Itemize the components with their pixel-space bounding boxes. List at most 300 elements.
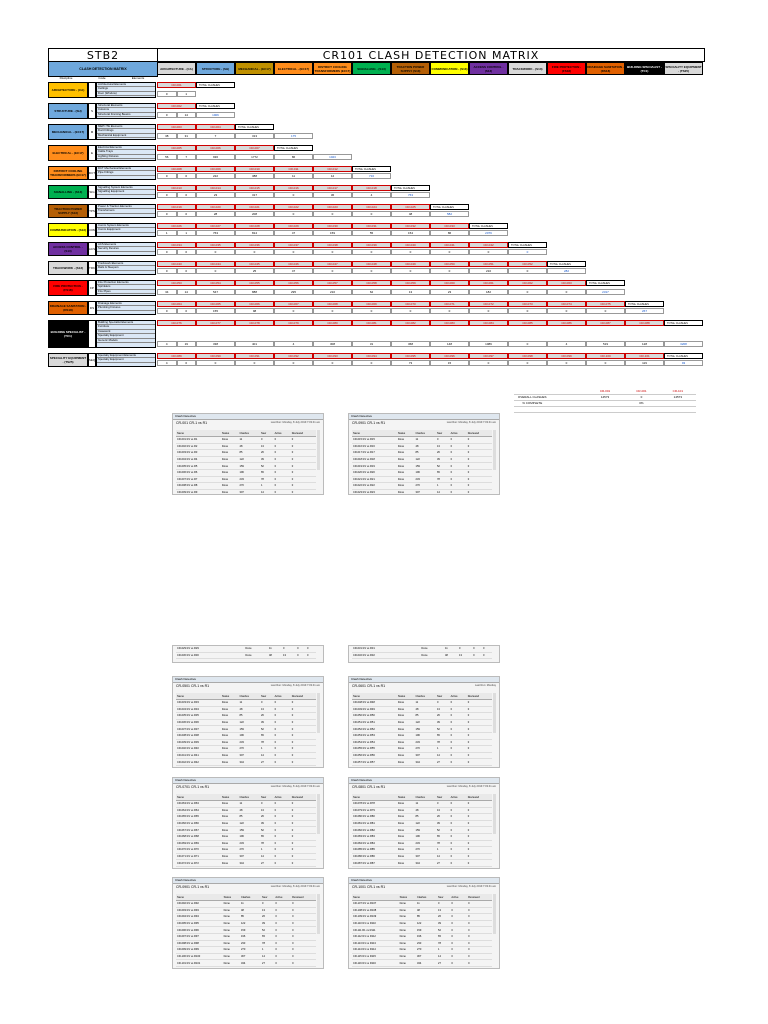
clash-code-cell[interactable]: CR-070 [391, 301, 430, 307]
table-header[interactable]: Clashes [239, 794, 260, 801]
clash-code-cell[interactable]: CR-072 [469, 301, 508, 307]
clash-count-cell: 34 [157, 289, 177, 295]
table-cell: Done [397, 814, 415, 821]
table-row[interactable] [352, 953, 492, 960]
clash-code-cell[interactable]: CR-097 [469, 353, 508, 359]
clash-count-cell: 19 [177, 341, 197, 347]
table-header[interactable]: Status [397, 430, 415, 437]
clash-code-cell[interactable]: CR-028 [235, 223, 274, 229]
scrollbar[interactable] [317, 794, 320, 834]
total-cell: 175 [274, 133, 313, 139]
table-cell [436, 866, 450, 869]
table-header[interactable]: Clashes [240, 894, 261, 901]
clash-code-cell[interactable]: CR-013 [157, 185, 196, 191]
clash-code-cell[interactable]: CR-027 [196, 223, 235, 229]
clash-code-cell[interactable]: CR-095 [391, 353, 430, 359]
clash-code-cell[interactable]: CR-086 [547, 320, 586, 326]
table-header[interactable]: Active [274, 794, 291, 801]
table-row[interactable] [352, 726, 492, 733]
clash-code-cell[interactable]: CR-065 [196, 301, 235, 307]
clash-code-cell[interactable]: CR-043 [157, 261, 196, 267]
table-row[interactable] [352, 820, 492, 827]
table-header[interactable]: Name [176, 693, 221, 700]
clash-detective-screenshot [172, 676, 324, 768]
table-row[interactable] [352, 847, 492, 854]
clash-results-table [352, 646, 492, 659]
clash-code-cell[interactable]: CR-081 [352, 320, 391, 326]
table-cell: 233 [416, 940, 437, 947]
table-header[interactable]: Reviewed [291, 794, 316, 801]
clash-count-cell: 31 [352, 341, 391, 347]
clash-code-cell[interactable]: CR-001 [157, 82, 196, 88]
clash-code-cell[interactable]: CR-017 [313, 185, 352, 191]
clash-code-cell[interactable]: CR-083 [430, 320, 469, 326]
table-row[interactable] [176, 732, 316, 739]
element-item: ACS Elements [97, 243, 155, 247]
row-discipline: MECHANICAL - (EC17) [48, 124, 88, 140]
clash-code-cell[interactable]: CR-018 [352, 185, 391, 191]
table-row[interactable] [176, 801, 316, 808]
clash-code-cell[interactable]: CR-071 [430, 301, 469, 307]
table-cell: 48 [416, 907, 437, 914]
table-header[interactable]: New [261, 894, 274, 901]
table-row[interactable] [176, 966, 316, 969]
clash-code-cell[interactable]: CR-080 [313, 320, 352, 326]
clash-code-cell[interactable]: CR-092 [274, 353, 313, 359]
test-title-row [349, 884, 499, 894]
table-header[interactable]: Clashes [415, 693, 436, 700]
clash-results-table [352, 794, 492, 869]
clash-code-cell[interactable]: CR-054 [196, 280, 235, 286]
scrollbar[interactable] [317, 430, 320, 470]
table-cell: 39 [261, 920, 274, 927]
table-row[interactable] [352, 463, 492, 470]
clash-code-cell[interactable]: CR-047 [313, 261, 352, 267]
table-header[interactable]: Reviewed [467, 430, 492, 437]
clash-code-cell[interactable]: CR-100 [586, 353, 625, 359]
table-row[interactable] [176, 700, 316, 707]
clash-code-cell[interactable]: CR-022 [274, 204, 313, 210]
clash-code-cell[interactable]: CR-005 [157, 145, 196, 151]
clash-code-cell[interactable]: CR-039 [352, 242, 391, 248]
table-row[interactable] [352, 489, 492, 495]
table-cell: CR-005 R1 vs R5 [176, 463, 221, 470]
table-row[interactable] [352, 927, 492, 934]
table-header[interactable]: Reviewed [291, 430, 316, 437]
table-row[interactable] [352, 759, 492, 766]
table-row[interactable] [352, 907, 492, 914]
clash-code-cell[interactable]: CR-050 [430, 261, 469, 267]
clash-code-cell[interactable]: CR-082 [391, 320, 430, 326]
table-row[interactable] [176, 739, 316, 746]
clash-code-cell[interactable]: CR-041 [430, 242, 469, 248]
clash-code-cell[interactable]: CR-079 [274, 320, 313, 326]
clash-count-cell: 154 [391, 230, 430, 236]
table-header[interactable]: New [436, 430, 450, 437]
clash-code-cell[interactable]: CR-040 [391, 242, 430, 248]
table-row[interactable] [352, 940, 492, 947]
summary-cell: CR-101 [672, 389, 683, 393]
table-cell: 0 [450, 706, 467, 713]
table-row[interactable] [352, 920, 492, 927]
table-row[interactable] [176, 847, 316, 854]
clash-code-cell[interactable]: CR-019 [157, 204, 196, 210]
table-row[interactable] [176, 437, 316, 444]
table-row[interactable] [352, 960, 492, 967]
table-row[interactable] [176, 927, 316, 934]
table-row[interactable] [352, 652, 492, 659]
table-row[interactable] [176, 765, 316, 768]
clash-code-cell[interactable]: CR-077 [196, 320, 235, 326]
table-row[interactable] [176, 866, 316, 869]
table-row[interactable] [176, 450, 316, 457]
scrollbar[interactable] [493, 693, 496, 733]
table-header[interactable]: Active [450, 430, 467, 437]
clash-code-cell[interactable]: CR-090 [196, 353, 235, 359]
clash-code-cell[interactable]: CR-057 [313, 280, 352, 286]
table-row[interactable] [176, 901, 316, 908]
table-row[interactable] [352, 732, 492, 739]
table-header[interactable]: New [437, 894, 450, 901]
window-titlebar: Clash Detective [173, 778, 323, 784]
table-row[interactable] [176, 860, 316, 867]
table-row[interactable] [352, 476, 492, 483]
clash-count-cell: 0 [430, 308, 469, 314]
clash-code-cell[interactable]: CR-073 [508, 301, 547, 307]
table-header[interactable]: Clashes [415, 430, 436, 437]
clash-code-cell[interactable]: CR-016 [274, 185, 313, 191]
table-header[interactable]: New [260, 430, 274, 437]
table-cell: CR-015 R1 vs R15 [352, 437, 397, 444]
window-titlebar: Clash Detective [173, 878, 323, 884]
clash-code-cell[interactable]: CR-063 [547, 280, 586, 286]
scrollbar[interactable] [493, 794, 496, 834]
clash-code-cell[interactable]: CR-099 [547, 353, 586, 359]
clash-code-cell[interactable]: CR-096 [430, 353, 469, 359]
table-row[interactable] [176, 920, 316, 927]
element-item: Transformers [97, 209, 155, 213]
table-cell: 52 [260, 726, 274, 733]
table-header[interactable]: Status [397, 693, 415, 700]
table-row[interactable] [176, 759, 316, 766]
table-row[interactable] [352, 966, 492, 969]
table-row[interactable] [176, 469, 316, 476]
table-cell: 159 [416, 927, 437, 934]
scrollbar[interactable] [493, 430, 496, 470]
clash-code-cell[interactable]: CR-062 [508, 280, 547, 286]
table-row[interactable] [176, 652, 316, 659]
clash-code-cell[interactable]: CR-008 [157, 166, 196, 172]
table-row[interactable] [176, 456, 316, 463]
table-header[interactable]: Reviewed [291, 894, 316, 901]
table-header[interactable]: Active [450, 693, 467, 700]
table-row[interactable] [352, 853, 492, 860]
table-row[interactable] [176, 719, 316, 726]
clash-code-cell[interactable]: CR-088 [625, 320, 664, 326]
clash-code-cell[interactable]: CR-024 [352, 204, 391, 210]
clash-code-cell[interactable]: CR-068 [313, 301, 352, 307]
table-cell: 0 [467, 947, 492, 954]
clash-code-cell[interactable]: CR-048 [352, 261, 391, 267]
table-cell: 122 [416, 920, 437, 927]
table-header[interactable]: Clashes [239, 693, 260, 700]
clash-code-cell[interactable]: CR-094 [352, 353, 391, 359]
clash-code-cell[interactable]: CR-032 [391, 223, 430, 229]
table-header[interactable]: New [436, 693, 450, 700]
table-row[interactable] [176, 713, 316, 720]
clash-code-cell[interactable]: CR-034 [157, 242, 196, 248]
table-row[interactable] [352, 456, 492, 463]
clash-code-cell[interactable]: CR-093 [313, 353, 352, 359]
table-row[interactable] [176, 907, 316, 914]
summary-cell [514, 389, 550, 394]
clash-code-cell[interactable]: CR-009 [196, 166, 235, 172]
table-header[interactable]: Name [176, 794, 221, 801]
table-cell: 26 [260, 814, 274, 821]
table-row[interactable] [176, 463, 316, 470]
table-header[interactable]: Reviewed [467, 894, 492, 901]
clash-code-cell[interactable]: CR-002 [157, 103, 196, 109]
table-row[interactable] [352, 765, 492, 768]
table-row[interactable] [176, 726, 316, 733]
table-row[interactable] [352, 739, 492, 746]
table-row[interactable] [352, 814, 492, 821]
table-row[interactable] [352, 866, 492, 869]
clash-code-cell[interactable]: CR-020 [196, 204, 235, 210]
table-header[interactable]: Clashes [239, 430, 260, 437]
table-row[interactable] [176, 814, 316, 821]
clash-code-cell[interactable]: CR-078 [235, 320, 274, 326]
clash-code-cell[interactable]: CR-035 [196, 242, 235, 248]
table-row[interactable] [176, 752, 316, 759]
table-row[interactable] [352, 840, 492, 847]
clash-code-cell[interactable]: CR-030 [313, 223, 352, 229]
table-row[interactable] [352, 469, 492, 476]
table-header[interactable]: Status [223, 894, 240, 901]
table-header[interactable]: Status [221, 430, 239, 437]
table-row[interactable] [352, 450, 492, 457]
table-cell: 0 [467, 489, 492, 495]
table-cell: 52 [437, 927, 450, 934]
clash-code-cell[interactable]: CR-066 [235, 301, 274, 307]
clash-code-cell[interactable]: CR-007 [235, 145, 274, 151]
table-cell: 0 [274, 706, 291, 713]
table-header[interactable]: Status [397, 794, 415, 801]
clash-code-cell[interactable]: CR-036 [235, 242, 274, 248]
table-header[interactable]: Name [352, 430, 397, 437]
clash-code-cell[interactable]: CR-037 [274, 242, 313, 248]
clash-code-cell[interactable]: CR-061 [469, 280, 508, 286]
table-header[interactable]: Name [176, 894, 223, 901]
clash-code-cell[interactable]: CR-052 [508, 261, 547, 267]
table-row[interactable] [176, 746, 316, 753]
clash-code-cell[interactable]: CR-025 [391, 204, 430, 210]
table-row[interactable] [176, 914, 316, 921]
clash-detective-screenshot [172, 877, 324, 969]
table-row[interactable] [176, 820, 316, 827]
table-cell: 52 [436, 463, 450, 470]
clash-code-cell[interactable]: CR-046 [274, 261, 313, 267]
table-row[interactable] [176, 443, 316, 450]
table-header[interactable]: Clashes [415, 794, 436, 801]
clash-code-cell[interactable]: CR-055 [235, 280, 274, 286]
table-row[interactable] [352, 947, 492, 954]
clash-count-cell: 7 [177, 154, 197, 160]
clash-code-cell[interactable]: CR-089 [157, 353, 196, 359]
clash-count-cell: 0 [352, 308, 391, 314]
scrollbar[interactable] [317, 693, 320, 733]
clash-code-cell[interactable]: CR-067 [274, 301, 313, 307]
table-row[interactable] [352, 752, 492, 759]
clash-code-cell[interactable]: CR-056 [274, 280, 313, 286]
table-row[interactable] [352, 807, 492, 814]
clash-code-cell[interactable]: CR-038 [313, 242, 352, 248]
table-row[interactable] [352, 700, 492, 707]
table-header[interactable]: Active [274, 894, 291, 901]
clash-code-cell[interactable]: CR-042 [469, 242, 508, 248]
table-cell: 122 [239, 456, 260, 463]
table-row[interactable] [176, 853, 316, 860]
clash-code-cell[interactable]: CR-098 [508, 353, 547, 359]
clash-code-cell[interactable]: CR-091 [235, 353, 274, 359]
table-header[interactable]: Name [176, 430, 221, 437]
window-titlebar: Clash Detective [349, 778, 499, 784]
clash-code-cell[interactable]: CR-010 [235, 166, 274, 172]
clash-code-cell[interactable]: CR-003 [157, 124, 196, 130]
table-header[interactable]: New [436, 794, 450, 801]
table-row[interactable] [176, 489, 316, 495]
table-cell: CR-116 R1 vs R116 [352, 960, 399, 967]
table-row[interactable] [352, 706, 492, 713]
clash-code-cell[interactable]: CR-085 [508, 320, 547, 326]
table-row[interactable] [352, 933, 492, 940]
clash-code-cell[interactable]: CR-023 [313, 204, 352, 210]
scrollbar[interactable] [493, 894, 496, 934]
clash-code-cell[interactable]: CR-074 [547, 301, 586, 307]
table-cell: Done [399, 933, 416, 940]
table-row[interactable] [352, 443, 492, 450]
clash-code-cell[interactable]: CR-058 [352, 280, 391, 286]
table-header[interactable]: Name [352, 794, 397, 801]
clash-code-cell[interactable]: CR-045 [235, 261, 274, 267]
clash-code-cell[interactable]: CR-012 [313, 166, 352, 172]
table-cell: 13 [260, 443, 274, 450]
table-header[interactable]: Clashes [416, 894, 437, 901]
table-row[interactable] [176, 827, 316, 834]
table-header[interactable]: Active [450, 794, 467, 801]
table-row[interactable] [176, 940, 316, 947]
clash-code-cell[interactable]: CR-101 [625, 353, 664, 359]
clash-code-cell[interactable]: CR-087 [586, 320, 625, 326]
table-row[interactable] [176, 706, 316, 713]
table-row[interactable] [176, 960, 316, 967]
clash-code-cell[interactable]: CR-006 [196, 145, 235, 151]
clash-code-cell[interactable]: CR-060 [430, 280, 469, 286]
clash-code-cell[interactable]: CR-004 [196, 124, 235, 130]
clash-code-cell[interactable]: CR-064 [157, 301, 196, 307]
clash-code-cell[interactable]: CR-049 [391, 261, 430, 267]
table-header[interactable]: Active [274, 430, 291, 437]
table-header[interactable]: Name [352, 894, 399, 901]
clash-code-cell[interactable]: CR-075 [586, 301, 625, 307]
scrollbar[interactable] [317, 894, 320, 934]
table-cell: 0 [450, 920, 467, 927]
table-cell: CR-067 R1 vs R67 [176, 827, 221, 834]
table-row[interactable] [176, 953, 316, 960]
clash-code-cell[interactable]: CR-011 [274, 166, 313, 172]
table-cell: Done [399, 901, 416, 908]
table-cell: 0 [436, 437, 450, 444]
table-header[interactable]: New [260, 693, 274, 700]
clash-code-cell[interactable]: CR-031 [352, 223, 391, 229]
clash-code-cell[interactable]: CR-084 [469, 320, 508, 326]
table-header[interactable]: Name [352, 693, 397, 700]
table-row[interactable] [352, 827, 492, 834]
table-row[interactable] [176, 933, 316, 940]
clash-code-cell[interactable]: CR-044 [196, 261, 235, 267]
clash-code-cell[interactable]: CR-053 [157, 280, 196, 286]
table-header[interactable]: Reviewed [467, 794, 492, 801]
table-row[interactable] [352, 833, 492, 840]
table-row[interactable] [352, 801, 492, 808]
table-row[interactable] [352, 483, 492, 490]
table-row[interactable] [176, 483, 316, 490]
clash-code-cell[interactable]: CR-059 [391, 280, 430, 286]
clash-code-cell[interactable]: CR-051 [469, 261, 508, 267]
clash-code-cell[interactable]: CR-026 [157, 223, 196, 229]
table-header[interactable]: Status [221, 693, 239, 700]
table-row[interactable] [176, 947, 316, 954]
table-cell: Done [221, 860, 239, 867]
table-row[interactable] [352, 746, 492, 753]
table-header[interactable]: Status [399, 894, 416, 901]
table-row[interactable] [352, 713, 492, 720]
table-header[interactable]: New [260, 794, 274, 801]
clash-code-cell[interactable]: CR-069 [352, 301, 391, 307]
clash-code-cell[interactable]: CR-014 [196, 185, 235, 191]
table-cell: 52 [261, 927, 274, 934]
table-cell: 65 [436, 833, 450, 840]
table-header[interactable]: Active [274, 693, 291, 700]
clash-code-cell[interactable]: CR-029 [274, 223, 313, 229]
table-row[interactable] [352, 860, 492, 867]
table-row[interactable] [352, 437, 492, 444]
table-row[interactable] [176, 807, 316, 814]
table-row[interactable] [352, 901, 492, 908]
table-header[interactable]: Status [221, 794, 239, 801]
table-row[interactable] [176, 476, 316, 483]
table-row[interactable] [176, 833, 316, 840]
clash-code-cell[interactable]: CR-015 [235, 185, 274, 191]
table-cell [415, 765, 436, 768]
table-header[interactable]: Reviewed [467, 693, 492, 700]
row-code: E [88, 145, 96, 161]
table-row[interactable] [352, 719, 492, 726]
table-cell: 270 [240, 947, 261, 954]
table-row[interactable] [352, 914, 492, 921]
clash-code-cell[interactable]: CR-076 [157, 320, 196, 326]
clash-count-cell: 0 [313, 249, 352, 255]
table-cell: 1 [436, 746, 450, 753]
column-header: DRAINAGE SANITATION - (DS18) [586, 62, 625, 75]
table-row[interactable] [176, 840, 316, 847]
table-header[interactable]: Reviewed [291, 693, 316, 700]
table-cell: 0 [291, 700, 316, 707]
table-header[interactable]: Active [450, 894, 467, 901]
total-clashes-note: TOTAL CLASHES [352, 166, 391, 172]
clash-code-cell[interactable]: CR-021 [235, 204, 274, 210]
clash-code-cell[interactable]: CR-033 [430, 223, 469, 229]
